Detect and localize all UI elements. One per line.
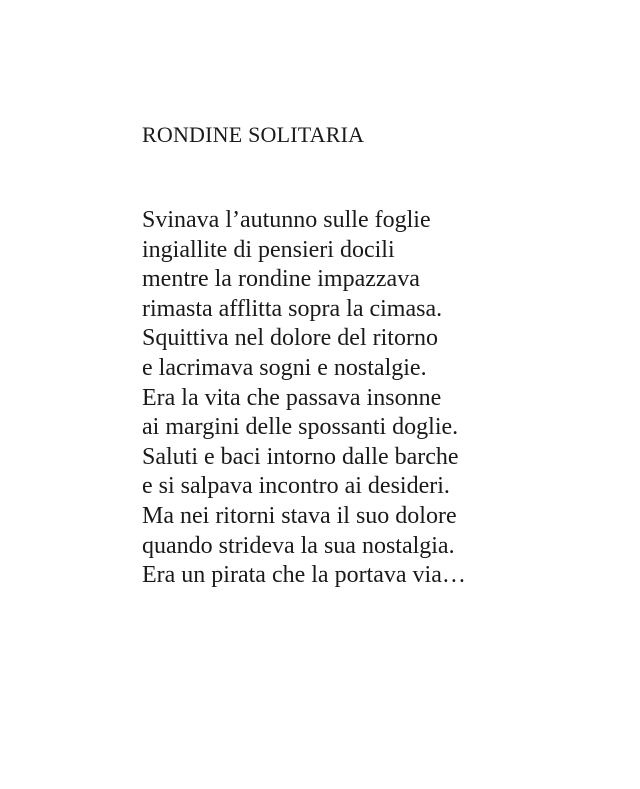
poem-line: ai margini delle spossanti doglie.	[142, 414, 459, 441]
poem-line: e lacrimava sogni e nostalgie.	[142, 354, 427, 381]
poem-line: rimasta afflitta sopra la cimasa.	[142, 295, 443, 322]
poem-line: ingiallite di pensieri docili	[142, 236, 395, 263]
poem-line: e si salpava incontro ai desideri.	[142, 473, 450, 500]
poem-line: Saluti e baci intorno dalle barche	[142, 443, 459, 470]
poem-title: RONDINE SOLITARIA	[142, 122, 365, 147]
poem-line: quando strideva la sua nostalgia.	[142, 532, 455, 559]
poem-line: Svinava l’autunno sulle foglie	[142, 207, 431, 233]
poem-line: Era la vita che passava insonne	[142, 384, 442, 411]
poem-body	[142, 206, 466, 591]
poem-line: mentre la rondine impazzava	[142, 266, 420, 293]
poem-line: Era un pirata che la portava via…	[142, 562, 466, 589]
poem-line: Squittiva nel dolore del ritorno	[142, 325, 438, 352]
poem-line: Ma nei ritorni stava il suo dolore	[142, 502, 457, 529]
